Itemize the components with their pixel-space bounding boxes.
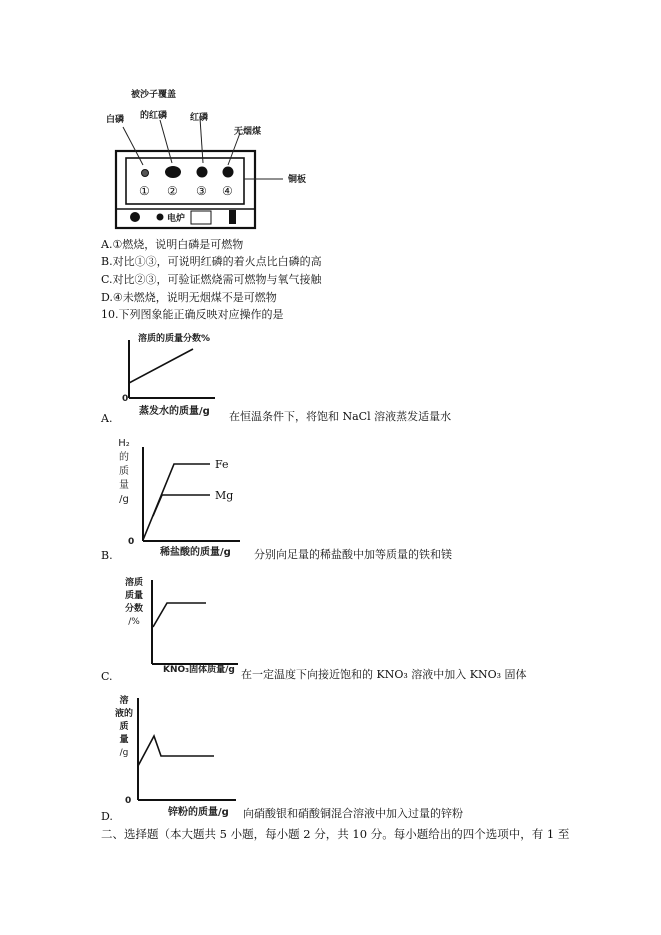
option-c: C.对比②③，可验证燃烧需可燃物与氧气接触 [101, 273, 322, 286]
graph-d-caption: 向硝酸银和硝酸铜混合溶液中加入过量的锌粉 [243, 807, 463, 820]
graph-b-caption: 分别向足量的稀盐酸中加等质量的铁和镁 [254, 548, 452, 561]
graph-a-origin: 0 [122, 394, 129, 404]
option-a: A.①燃烧，说明白磷是可燃物 [101, 238, 244, 251]
label-red-p: 红磷 [190, 113, 209, 123]
graph-b-ylabel: H₂ 的 质 量 /g [118, 438, 130, 505]
graph-a-letter: A. [101, 412, 113, 425]
svg-text:0: 0 [128, 537, 135, 547]
label-top: 被沙子覆盖 [131, 90, 177, 100]
graph-b-xlabel: 稀盐酸的质量/g [160, 547, 231, 558]
graph-d-letter: D. [101, 810, 113, 823]
label-plate: 铜板 [288, 175, 307, 185]
graph-c-letter: C. [101, 670, 113, 683]
graph-a-ylabel: 溶质的质量分数% [138, 334, 211, 344]
graph-b-letter: B. [101, 549, 113, 562]
position-2: ② [167, 184, 178, 198]
question-10: 10.下列图象能正确反映对应操作的是 [101, 308, 284, 321]
graph-b-label-fe: Fe [215, 458, 229, 471]
label-furnace: 电炉 [167, 214, 186, 224]
graph-d-xlabel: 锌粉的质量/g [168, 807, 229, 818]
svg-text:0: 0 [125, 796, 132, 806]
graph-a-xlabel: 蒸发水的质量/g [139, 406, 210, 417]
graph-b-label-mg: Mg [215, 489, 234, 502]
label-white-p: 白磷 [106, 115, 125, 125]
position-4: ④ [222, 184, 233, 198]
position-3: ③ [196, 184, 207, 198]
position-1: ① [139, 184, 150, 198]
graph-c-xlabel: KNO₃固体质量/g [163, 665, 235, 675]
option-b: B.对比①③，可说明红磷的着火点比白磷的高 [101, 255, 322, 268]
graph-d-ylabel: 溶 液的 质 量 /g [114, 696, 133, 758]
graph-c-caption: 在一定温度下向接近饱和的 KNO₃ 溶液中加入 KNO₃ 固体 [241, 668, 527, 681]
graph-a-caption: 在恒温条件下，将饱和 NaCl 溶液蒸发适量水 [229, 410, 452, 423]
option-d: D.④未燃烧，说明无烟煤不是可燃物 [101, 291, 277, 304]
label-covered-red-p: 的红磷 [140, 111, 168, 121]
label-smokeless-coal: 无烟煤 [234, 127, 262, 137]
graph-d-line [138, 736, 214, 766]
section-2-heading: 二、选择题（本大题共 5 小题，每小题 2 分，共 10 分。每小题给出的四个选项中，有 1 至 [101, 827, 570, 841]
graph-c-ylabel: 溶质 质量 分数 /% [124, 578, 143, 627]
